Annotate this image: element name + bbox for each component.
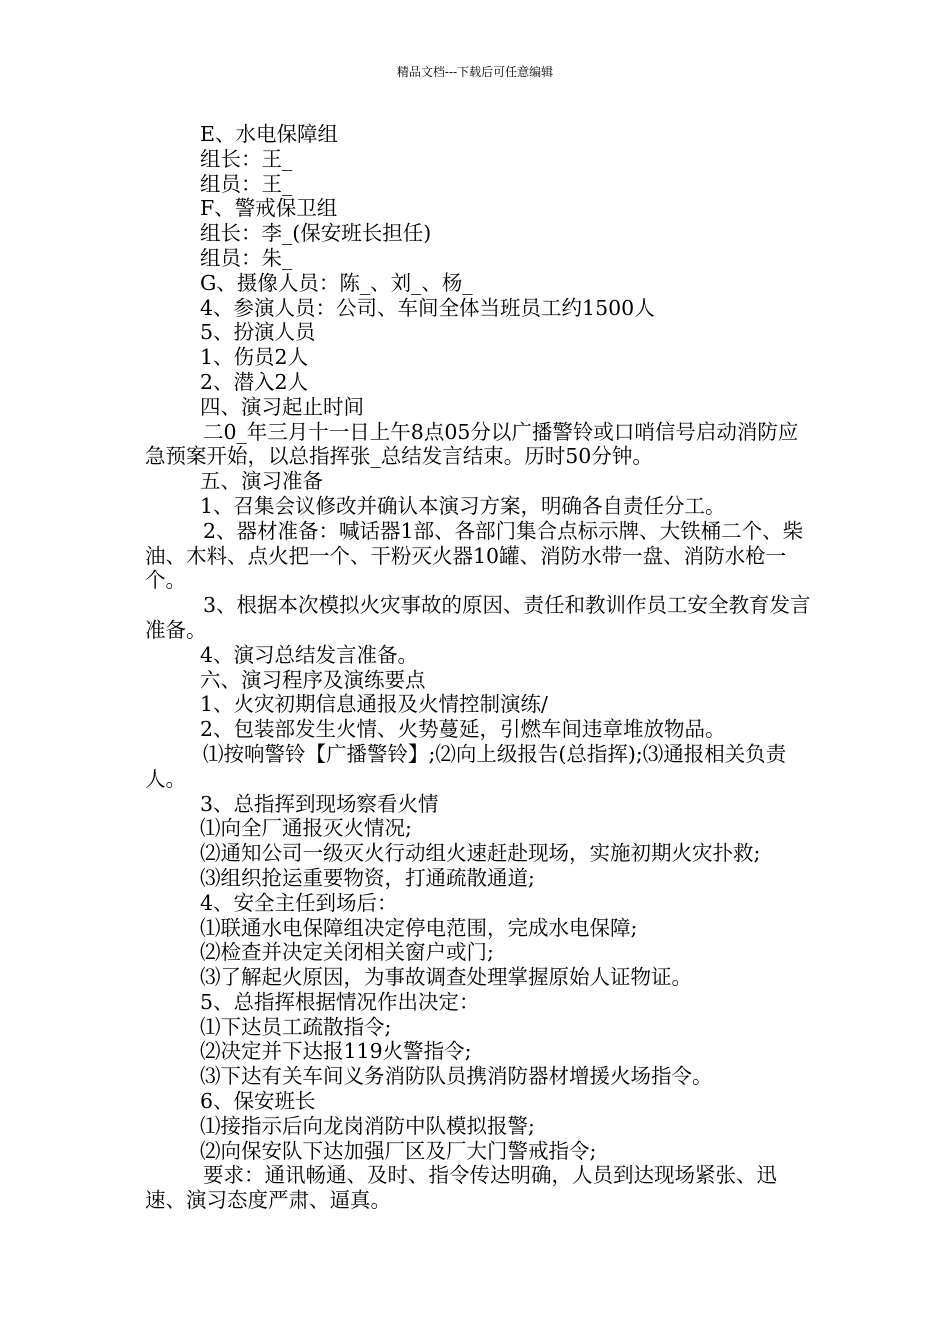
text-line: ⑶下达有关车间义务消防队员携消防器材增援火场指令。 (200, 1064, 713, 1089)
section-heading: 五、演习准备 (200, 469, 323, 494)
paragraph: 二0_年三月十一日上午8点05分以广播警铃或口哨信号启动消防应急预案开始，以总指挥张_总结发言结束。历时50分钟。 (145, 419, 799, 469)
text-line: 4、参演人员：公司、车间全体当班员工约1500人 (200, 295, 655, 320)
document-body (145, 122, 815, 1213)
text-line: ⑶了解起火原因，为事故调查处理掌握原始人证物证。 (200, 965, 692, 990)
text-line: G、摄像人员：陈_、刘_、杨_ (200, 270, 473, 295)
text-line: 组员：朱_ (200, 245, 293, 270)
text-line: 5、扮演人员 (200, 320, 316, 345)
text-line: ⑵通知公司一级灭火行动组火速赶赴现场，实施初期火灾扑救; (200, 841, 761, 866)
text-line: 4、安全主任到场后： (200, 890, 398, 915)
text-line: ⑵向保安队下达加强厂区及厂大门警戒指令; (200, 1138, 597, 1163)
paragraph: 要求：通讯畅通、及时、指令传达明确，人员到达现场紧张、迅速、演习态度严肃、逼真。 (145, 1163, 777, 1213)
text-line: ⑶组织抢运重要物资，打通疏散通道; (200, 865, 535, 890)
section-heading: 六、演习程序及演练要点 (200, 667, 426, 692)
page-header: 精品文档---下载后可任意编辑 (396, 65, 554, 79)
text-line: 5、总指挥根据情况作出决定： (200, 989, 480, 1014)
text-line: 2、包装部发生火情、火势蔓延，引燃车间违章堆放物品。 (200, 717, 726, 742)
section-heading: 四、演习起止时间 (200, 394, 364, 419)
text-line: 2、潜入2人 (200, 369, 309, 394)
text-line: ⑴接指示后向龙岗消防中队模拟报警; (200, 1113, 535, 1138)
text-line: 3、总指挥到现场察看火情 (200, 791, 439, 816)
text-line: ⑴联通水电保障组决定停电范围，完成水电保障; (200, 915, 638, 940)
text-line: ⑴下达员工疏散指令; (200, 1014, 392, 1039)
text-line: 4、演习总结发言准备。 (200, 642, 419, 667)
section-heading: E、水电保障组 (200, 122, 338, 146)
text-line: ⑵决定并下达报119火警指令; (200, 1039, 472, 1064)
section-heading: F、警戒保卫组 (200, 196, 338, 221)
text-line: 1、火灾初期信息通报及火情控制演练/ (200, 692, 548, 717)
text-line: 1、伤员2人 (200, 345, 309, 370)
paragraph: 2、器材准备：喊话器1部、各部门集合点标示牌、大铁桶二个、柴油、木料、点火把一个、干粉灭火器10罐、消防水带一盘、消防水枪一个。 (145, 518, 804, 593)
text-line: 组长：李_(保安班长担任) (200, 221, 432, 246)
text-line: ⑴向全厂通报灭火情况; (200, 816, 412, 841)
text-line: 6、保安班长 (200, 1089, 316, 1114)
paragraph: 3、根据本次模拟火灾事故的原因、责任和教训作员工安全教育发言准备。 (145, 593, 811, 642)
text-line: ⑵检查并决定关闭相关窗户或门; (200, 940, 494, 965)
text-line: 组员：王_ (200, 171, 293, 196)
text-line: 组长：王_ (200, 146, 293, 171)
text-line: 1、召集会议修改并确认本演习方案，明确各自责任分工。 (200, 493, 726, 518)
paragraph: ⑴按响警铃【广播警铃】;⑵向上级报告(总指挥);⑶通报相关负责人。 (145, 741, 787, 791)
